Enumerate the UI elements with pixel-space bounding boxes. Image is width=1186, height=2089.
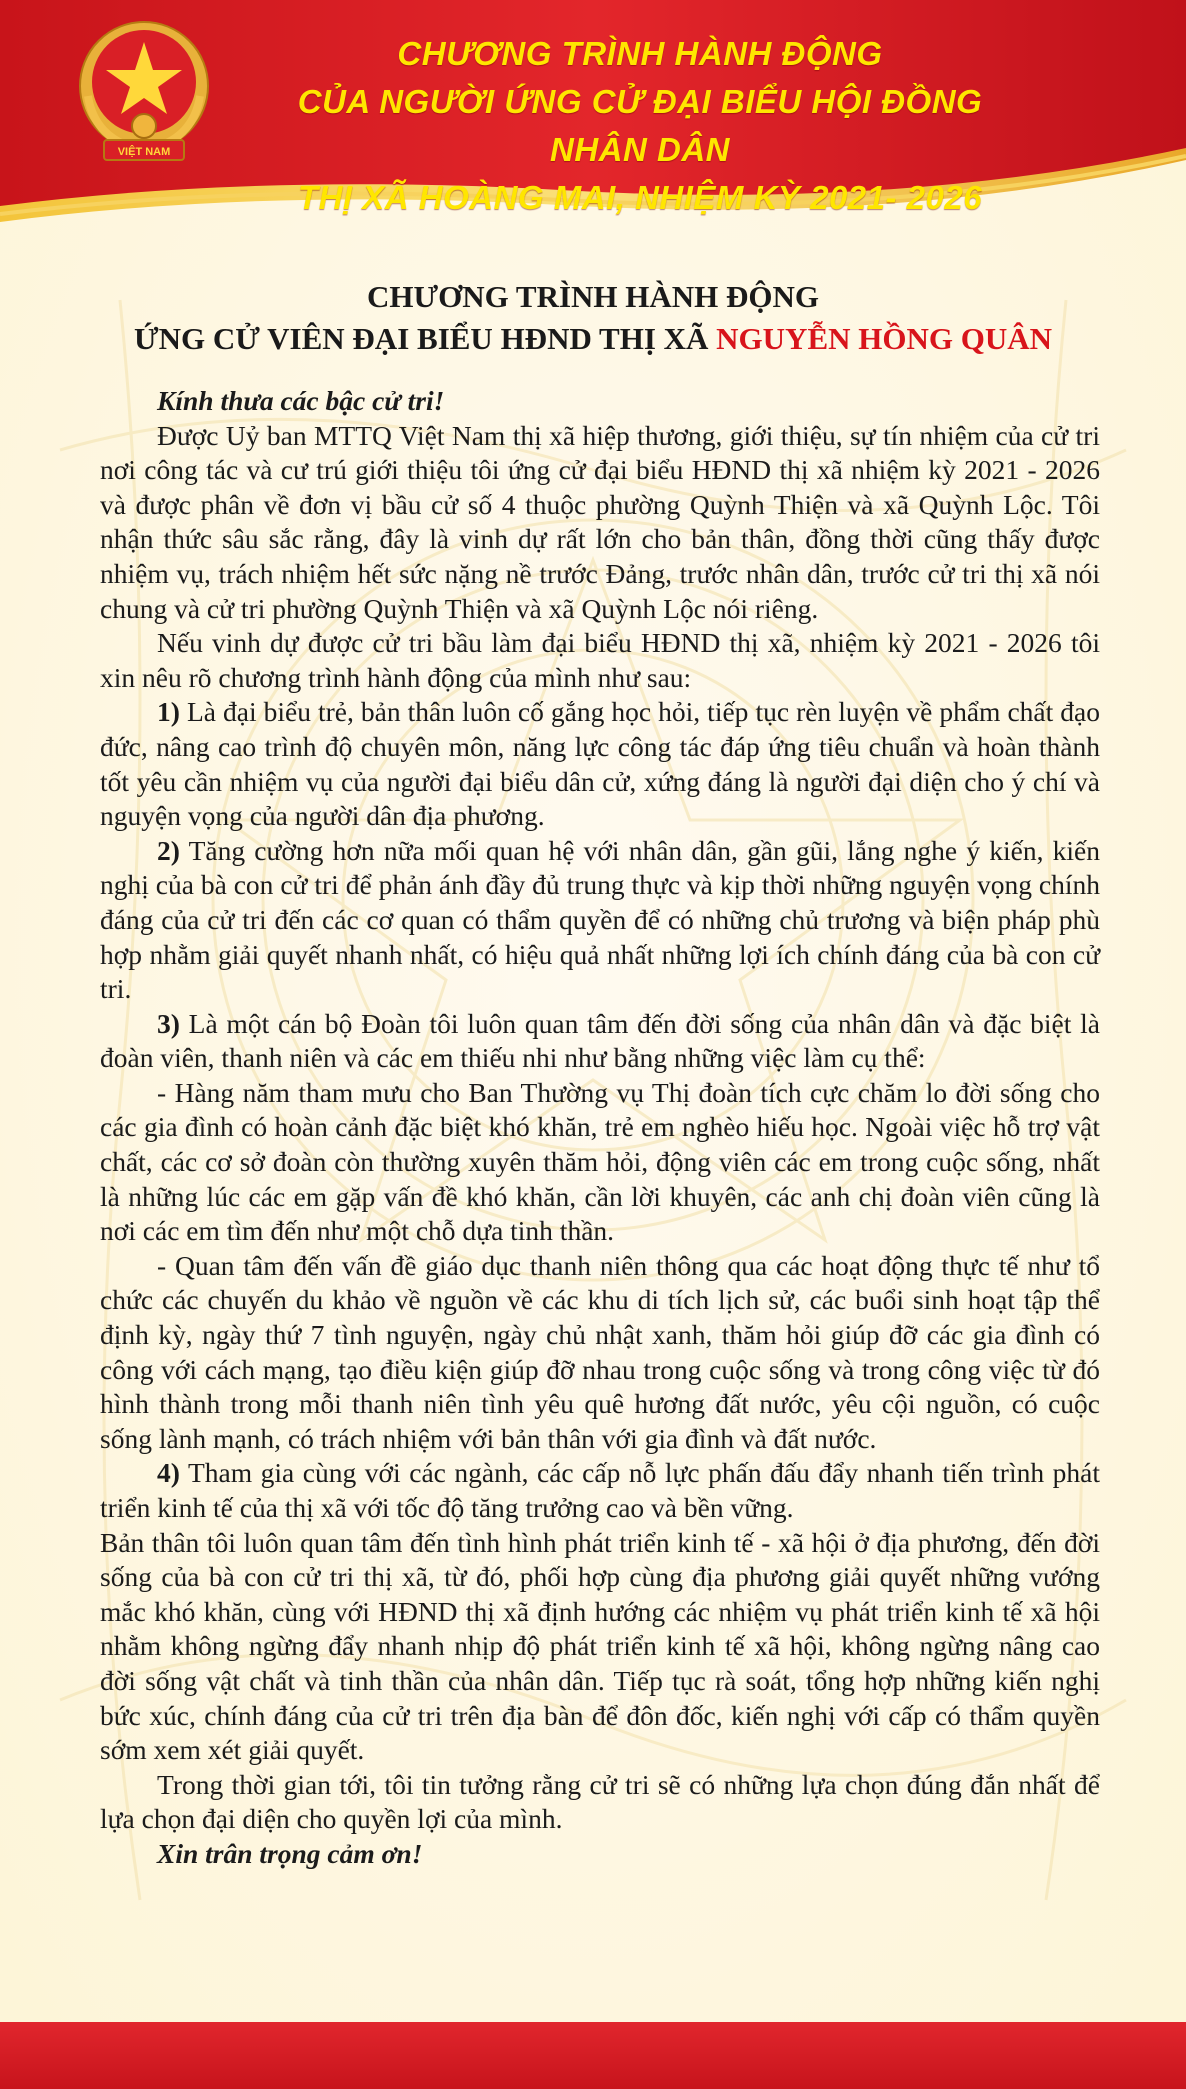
closing: Xin trân trọng cảm ơn! — [157, 1837, 423, 1869]
item-1-text: Là đại biểu trẻ, bản thân luôn cố gắng học hỏi, tiếp tục rèn luyện về phẩm chất đạo đức, nâng cao trình độ chuyên môn, năng lực công tác đáp ứng tiêu chuẩn và hoàn thành tốt yêu cần nhiệm vụ của người đại biểu dân cử, xứng đáng là người đại diện cho ý chí và nguyện vọng của người dân địa phương. — [100, 696, 1100, 832]
candidate-name: NGUYỄN HỒNG QUÂN — [716, 321, 1053, 356]
document-body — [100, 384, 1100, 1872]
banner-title — [270, 30, 1010, 222]
item-2-number: 2) — [157, 834, 180, 866]
paragraph-program-intro: Nếu vinh dự được cử tri bầu làm đại biểu HĐND thị xã, nhiệm kỳ 2021 - 2026 tôi xin nêu rõ chương trình hành động của mình như sau: — [100, 627, 1100, 693]
item-4-text: Tham gia cùng với các ngành, các cấp nỗ lực phấn đấu đẩy nhanh tiến trình phát triển kinh tế của thị xã với tốc độ tăng trưởng cao và bền vững. — [100, 1457, 1100, 1523]
paragraph-trust: Trong thời gian tới, tôi tin tưởng rằng cử tri sẽ có những lựa chọn đúng đắn nhất để lựa chọn đại diện cho quyền lợi của mình. — [100, 1768, 1100, 1835]
program-item-3 — [100, 1007, 1100, 1076]
greeting: Kính thưa các bậc cử tri! — [157, 385, 445, 416]
title-line-2-prefix: ỨNG CỬ VIÊN ĐẠI BIỂU HĐND THỊ XÃ — [133, 321, 717, 356]
program-item-2 — [100, 834, 1100, 1007]
program-item-1 — [100, 695, 1100, 833]
item-4-number: 4) — [157, 1457, 180, 1489]
paragraph-intro: Được Uỷ ban MTTQ Việt Nam thị xã hiệp thương, giới thiệu, sự tín nhiệm của cử tri nơi công tác và cư trú giới thiệu tôi ứng cử đại biểu HĐND thị xã nhiệm kỳ 2021 - 2026 và được phân về đơn vị bầu cử số 4 thuộc phường Quỳnh Thiện và xã Quỳnh Lộc. Tôi nhận thức sâu sắc rằng, đây là vinh dự rất lớn cho bản thân, đồng thời cũng thấy được nhiệm vụ, trách nhiệm hết sức nặng nề trước Đảng, trước nhân dân, trước cử tri thị xã nói chung và cử tri phường Quỳnh Thiện và xã Quỳnh Lộc nói riêng. — [100, 419, 1100, 624]
banner-line-3: THỊ XÃ HOÀNG MAI, NHIỆM KỲ 2021- 2026 — [297, 179, 983, 216]
emblem-text: VIỆT NAM — [117, 146, 171, 158]
item-3-text: Là một cán bộ Đoàn tôi luôn quan tâm đến đời sống của nhân dân và đặc biệt là đoàn viên, thanh niên và các em thiếu nhi như bằng những việc làm cụ thể: — [100, 1007, 1100, 1074]
item-2-text: Tăng cường hơn nữa mối quan hệ với nhân dân, gần gũi, lắng nghe ý kiến, kiến nghị của bà con cử tri để phản ánh đầy đủ trung thực và kịp thời những nguyện vọng chính đáng của cử tri đến các cơ quan có thẩm quyền để có những chủ trương và biện pháp phù hợp nhằm giải quyết nhanh nhất, có hiệu quả nhất những lợi ích chính đáng của bà con cử tri. — [100, 834, 1100, 1005]
title-line-1: CHƯƠNG TRÌNH HÀNH ĐỘNG — [366, 279, 820, 314]
document-title — [60, 276, 1126, 360]
banner-line-1: CHƯƠNG TRÌNH HÀNH ĐỘNG — [397, 35, 883, 72]
national-emblem-icon — [74, 16, 214, 166]
item-3-number: 3) — [157, 1007, 180, 1039]
program-item-4 — [100, 1456, 1100, 1525]
program-item-3-sub-b: - Quan tâm đến vấn đề giáo dục thanh niên thông qua các hoạt động thực tế như tổ chức các chuyến du khảo về nguồn về các khu di tích lịch sử, các buổi sinh hoạt tập thể định kỳ, ngày thứ 7 tình nguyện, ngày chủ nhật xanh, thăm hỏi giúp đỡ các gia đình có công với cách mạng, tạo điều kiện giúp đỡ nhau trong cuộc sống và trong công việc từ đó hình thành trong mỗi thanh niên tình yêu quê hương đất nước, yêu cội nguồn, có cuộc sống lành mạnh, có trách nhiệm với bản thân với gia đình và đất nước. — [100, 1249, 1100, 1454]
program-item-3-sub-a: - Hàng năm tham mưu cho Ban Thường vụ Thị đoàn tích cực chăm lo đời sống cho các gia đình có hoàn cảnh đặc biệt khó khăn, trẻ em nghèo hiếu học. Ngoài việc hỗ trợ vật chất, các cơ sở đoàn còn thường xuyên thăm hỏi, động viên các em trong cuộc sống, nhất là những lúc các em gặp vấn đề khó khăn, cần lời khuyên, các anh chị đoàn viên cũng là nơi các em tìm đến như một chỗ dựa tinh thần. — [100, 1076, 1100, 1247]
paragraph-economy: Bản thân tôi luôn quan tâm đến tình hình phát triển kinh tế - xã hội ở địa phương, đến đời sống của bà con cử tri thị xã, từ đó, phối hợp cùng địa phương giải quyết những vướng mắc khó khăn, cùng với HĐND thị xã định hướng các nhiệm vụ phát triển kinh tế xã hội nhằm không ngừng đẩy nhanh nhịp độ phát triển kinh tế xã hội, không ngừng nâng cao đời sống vật chất và tinh thần của nhân dân. Tiếp tục rà soát, tổng hợp những kiến nghị bức xúc, chính đáng của cử tri trên địa bàn để đôn đốc, kiến nghị với cấp có thẩm quyền sớm xem xét giải quyết. — [100, 1526, 1100, 1766]
banner-line-2: CỦA NGƯỜI ỨNG CỬ ĐẠI BIỂU HỘI ĐỒNG NHÂN DÂN — [297, 83, 983, 168]
title-line-2 — [60, 318, 1126, 360]
item-1-number: 1) — [157, 696, 180, 728]
footer-band — [0, 2022, 1186, 2089]
